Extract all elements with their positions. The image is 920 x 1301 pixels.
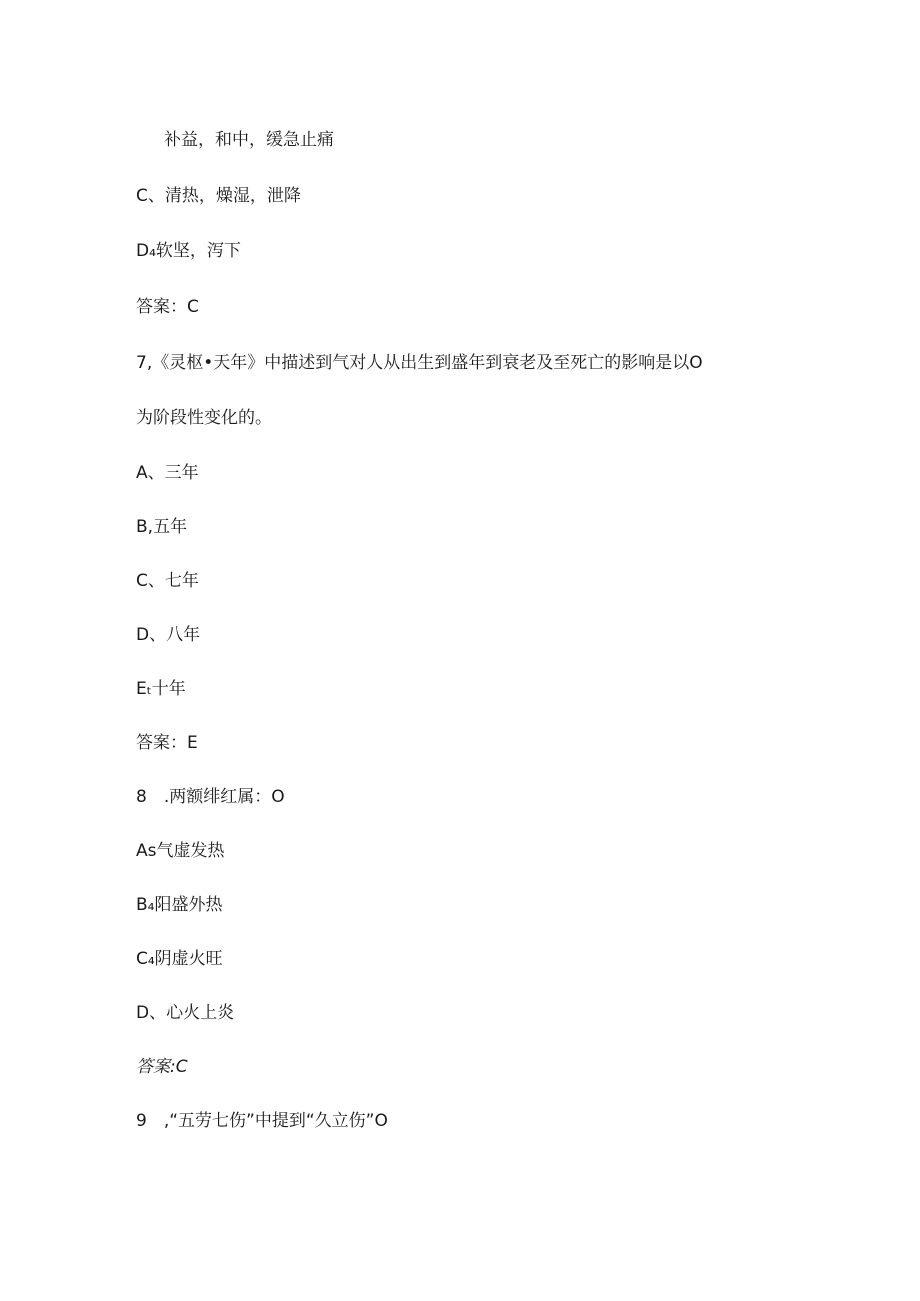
question-8-option-c: C₄阴虚火旺 (136, 949, 223, 969)
question-7-option-c: C、七年 (136, 571, 199, 591)
question-7-option-a: A、三年 (136, 463, 199, 483)
question-7-option-b: B,五年 (136, 517, 188, 537)
question-8-answer: 答案:C (136, 1057, 188, 1077)
question-7-answer: 答案：E (136, 733, 198, 753)
question-8-option-b: B₄阳盛外热 (136, 895, 223, 915)
question-7-stem-continued: 为阶段性变化的。 (136, 408, 272, 428)
question-8-option-a: As气虚发热 (136, 841, 225, 861)
question-7-option-d: D、八年 (136, 625, 201, 645)
question-9-stem: 9 ,“五劳七伤”中提到“久立伤”O (136, 1111, 388, 1131)
question-8-option-d: D、心火上炎 (136, 1003, 235, 1023)
question-6-option-d: D₄软坚，泻下 (136, 241, 241, 261)
question-7-stem: 7,《灵枢•天年》中描述到气对人从出生到盛年到衰老及至死亡的影响是以O (136, 353, 703, 373)
option-b-continuation: 补益，和中，缓急止痛 (164, 130, 334, 150)
question-8-stem: 8 .两额绯红属：O (136, 787, 285, 807)
question-6-option-c: C、清热，燥湿，泄降 (136, 186, 301, 206)
question-7-option-e: Eₜ十年 (136, 679, 186, 699)
question-6-answer: 答案：C (136, 297, 199, 317)
